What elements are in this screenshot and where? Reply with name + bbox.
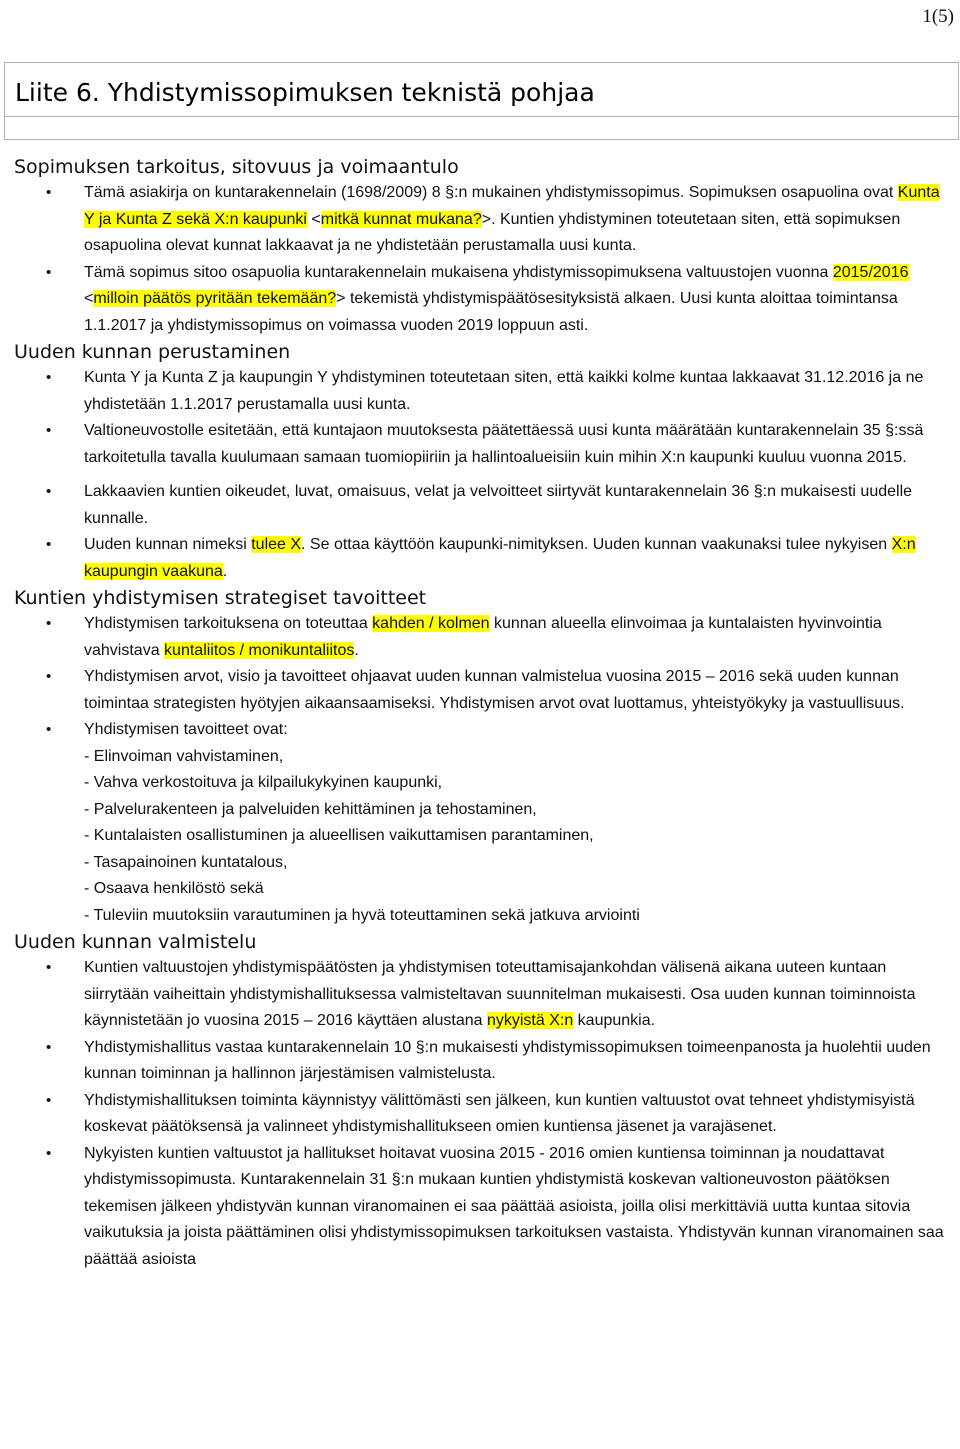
text-run: .: [354, 641, 359, 659]
document-body: [14, 154, 949, 1273]
goal-item: - Osaava henkilöstö sekä: [84, 880, 264, 897]
highlighted-text: kuntaliitos / monikuntaliitos: [164, 641, 355, 659]
document-title: Liite 6. Yhdistymissopimuksen teknistä pohjaa: [15, 78, 595, 107]
bullet-item: [14, 1141, 949, 1274]
highlighted-text: X:n kaupungin vaakuna: [84, 536, 916, 580]
text-run: . Se ottaa käyttöön kaupunki-nimityksen. Uuden kunnan vaakunaksi tulee nykyisen: [301, 536, 892, 553]
page-number: 1(5): [922, 6, 954, 27]
goal-item: - Elinvoiman vahvistaminen,: [84, 747, 284, 765]
text-run: > tekemistä yhdistymispäätösesityksistä alkaen. Uusi kunta aloittaa toimintansa 1.1.2017 ja yhdistymissopimus on voimassa vuoden 2019 loppuun asti.: [84, 290, 898, 334]
highlighted-text: tulee X: [251, 536, 302, 553]
section-heading: Uuden kunnan perustaminen: [14, 341, 291, 363]
text-run: kunnan alueella elinvoimaa ja kuntalaisten hyvinvointia vahvistava: [84, 615, 882, 659]
text-run: <: [306, 210, 321, 228]
bullet-item: [14, 479, 949, 532]
text-run: Yhdistymishallituksen toiminta käynnistyy välittömästi sen jälkeen, kun kuntien valtuustot ovat tehneet yhdistymisyistä koskevat päätöksensä ja valinneet yhdistymishallitukseen omien kuntiensa jäsenet ja varajäsenet.: [84, 1091, 915, 1135]
highlighted-text: Kunta Y ja Kunta Z sekä X:n kaupunki: [84, 184, 940, 228]
bullet-item: [14, 611, 949, 664]
text-run: Nykyisten kuntien valtuustot ja hallitukset hoitavat vuosina 2015 - 2016 omien kuntiensa toiminnan ja noudattavat yhdistymissopimusta. Kuntarakennelain 31 §:n mukaan kuntien yhdistymistä koskevan valtioneuvoston päätöksen tekemisen jälkeen yhdistyvän kunnan viranomainen ei saa päättää asioista, joilla olisi merkittäviä uutta kuntaa sitovia vaikutuksia ja joista päättäminen olisi yhdistymissopimuksen tarkoituksen vastaista. Yhdistyvän kunnan viranomainen saa päättää asioista: [84, 1144, 944, 1268]
highlighted-text: kahden / kolmen: [372, 615, 490, 632]
bullet-item-goals: [14, 717, 949, 929]
goal-item: - Tasapainoinen kuntatalous,: [84, 853, 288, 871]
section-heading: Uuden kunnan valmistelu: [14, 931, 257, 953]
bullet-list: [14, 611, 949, 929]
title-box: [4, 62, 959, 140]
bullet-item: [14, 1035, 949, 1088]
text-run: .: [222, 562, 228, 580]
text-run: <: [84, 290, 94, 307]
bullet-item: [14, 532, 949, 585]
bullet-item: [14, 180, 949, 260]
bullet-item: [14, 418, 949, 471]
bullet-item: [14, 1088, 949, 1141]
goal-item: - Kuntalaisten osallistuminen ja alueellisen vaikuttamisen parantaminen,: [84, 827, 594, 844]
text-run: Lakkaavien kuntien oikeudet, luvat, omaisuus, velat ja velvoitteet siirtyvät kuntarakennelain 36 §:n mukaisesti uudelle kunnalle.: [84, 483, 913, 527]
bullet-item: [14, 260, 949, 340]
goals-intro: • Yhdistymisen tavoitteet ovat:: [84, 721, 288, 738]
highlighted-text: mitkä kunnat mukana?: [320, 210, 482, 228]
goal-item: - Palvelurakenteen ja palveluiden kehittäminen ja tehostaminen,: [84, 800, 537, 818]
text-run: Kuntien valtuustojen yhdistymispäätösten ja yhdistymisen toteuttamisajankohdan välisenä aikana uuteen kuntaan siirrytään vaiheittain yhdistymishallituksessa valmisteltavan suunnitelman mukaisesti. Osa uuden kunnan toiminnoista käynnistetään jo vuosina 2015 – 2016 käyttäen alustana: [84, 959, 916, 1029]
bullet-item: [14, 955, 949, 1035]
text-run: Yhdistymishallitus vastaa kuntarakennelain 10 §:n mukaisesti yhdistymissopimuksen toimeenpanosta ja huolehtii uuden kunnan toiminnan ja hallinnon järjestämisen valmistelusta.: [84, 1038, 931, 1082]
goal-item: - Tuleviin muutoksiin varautuminen ja hyvä toteuttaminen sekä jatkuva arviointi: [84, 906, 640, 924]
text-run: Tämä asiakirja on kuntarakennelain (1698/2009) 8 §:n mukainen yhdistymissopimus. Sopimuksen osapuolina ovat: [84, 184, 898, 201]
bullet-list: [14, 365, 949, 585]
text-run: >. Kuntien yhdistyminen toteutetaan siten, että sopimuksen osapuolina olevat kunnat lakkaavat ja ne yhdistetään perustamalla uusi kunta.: [84, 210, 901, 254]
title-blank-row: [5, 117, 958, 139]
text-run: Uuden kunnan nimeksi: [84, 536, 252, 553]
highlighted-text: nykyistä X:n: [486, 1012, 574, 1029]
text-run: kaupunkia.: [573, 1012, 656, 1029]
bullet-list: [14, 955, 949, 1273]
highlighted-text: milloin päätös pyritään tekemään?: [93, 290, 337, 307]
text-run: Tämä sopimus sitoo osapuolia kuntarakennelain mukaisena yhdistymissopimuksena valtuustojen vuonna: [84, 263, 833, 281]
bullet-item: [14, 664, 949, 717]
section-heading: Sopimuksen tarkoitus, sitovuus ja voimaantulo: [14, 156, 459, 178]
bullet-list: [14, 180, 949, 339]
text-run: Valtioneuvostolle esitetään, että kuntajaon muutoksesta päätettäessä uusi kunta määrätään kuntarakennelain 35 §:ssä tarkoitetulla tavalla kuulumaan samaan tuomiopiiriin ja hallintoalueisiin kuin mihin X:n kaupunki kuuluu vuonna 2015.: [84, 422, 924, 466]
section-heading: Kuntien yhdistymisen strategiset tavoitteet: [14, 587, 427, 609]
bullet-item: [14, 365, 949, 418]
goal-item: - Vahva verkostoituva ja kilpailukykyinen kaupunki,: [84, 774, 443, 791]
highlighted-text: 2015/2016: [832, 263, 909, 281]
title-row: [5, 63, 958, 117]
text-run: Yhdistymisen tarkoituksena on toteuttaa: [84, 615, 373, 632]
text-run: Yhdistymisen arvot, visio ja tavoitteet ohjaavat uuden kunnan valmistelua vuosina 2015 – 2016 sekä uuden kunnan toimintaa strategisten hyötyjen aikaansaamiseksi. Yhdistymisen arvot ovat luottamus, yhteistyökyky ja vastuullisuus.: [84, 668, 905, 712]
text-run: Kunta Y ja Kunta Z ja kaupungin Y yhdistyminen toteutetaan siten, että kaikki kolme kuntaa lakkaavat 31.12.2016 ja ne yhdistetään 1.1.2017 perustamalla uusi kunta.: [84, 369, 924, 413]
